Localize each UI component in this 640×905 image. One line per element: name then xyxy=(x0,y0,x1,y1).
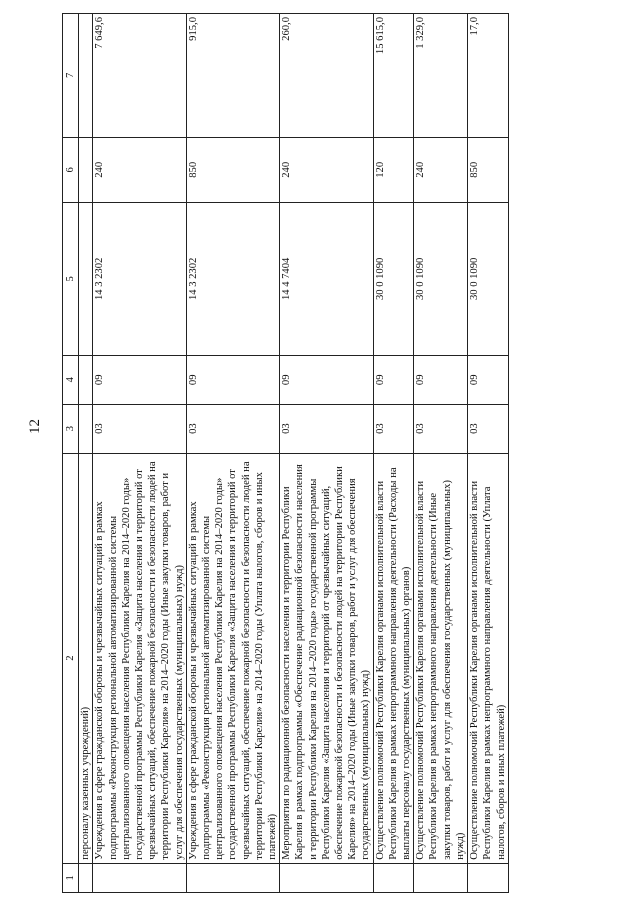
column-header-7: 7 xyxy=(63,14,79,138)
item-name-cell: Осуществление полномочий Республики Карелия органами исполнительной власти Республики Карелия в рамках непрограммного направления деятельности (Расходы на выплаты персоналу государственных (муниципальных) органов) xyxy=(373,453,414,863)
subsection-code-cell: 09 xyxy=(186,355,279,404)
row-number-cell xyxy=(414,863,468,892)
target-article-cell: 14 3 2302 xyxy=(186,202,279,355)
row-number-cell xyxy=(93,863,186,892)
section-code-cell: 03 xyxy=(373,404,414,453)
page-number: 12 xyxy=(27,419,43,434)
target-article-cell: 30 0 1090 xyxy=(373,202,414,355)
section-code-cell xyxy=(79,404,93,453)
section-code-cell: 03 xyxy=(414,404,468,453)
item-name-cell: персоналу казенных учреждений) xyxy=(79,453,93,863)
subsection-code-cell xyxy=(79,355,93,404)
section-code-cell: 03 xyxy=(93,404,186,453)
row-number-cell xyxy=(280,863,373,892)
subsection-code-cell: 09 xyxy=(468,355,509,404)
section-code-cell: 03 xyxy=(468,404,509,453)
subsection-code-cell: 09 xyxy=(373,355,414,404)
expense-type-cell: 240 xyxy=(414,137,468,202)
expense-type-cell: 850 xyxy=(468,137,509,202)
expense-type-cell: 240 xyxy=(93,137,186,202)
amount-cell: 260,0 xyxy=(280,14,373,138)
subsection-code-cell: 09 xyxy=(280,355,373,404)
expense-type-cell: 120 xyxy=(373,137,414,202)
budget-table xyxy=(62,13,509,893)
item-name-cell: Мероприятия по радиационной безопасности населения и территории Республики Карелия в рамках подпрограммы «Обеспечение радиационной безопасности населения и территории Республики Карелия на 2014–2020 годы» государственной программы Республики Карелия «Защита населения и территорий от чрезвычайных ситуаций, обеспечение пожарной безопасности и безопасности людей на территории Республики Карелия» на 2014–2020 годы (Иные закупки товаров, работ и услуг для обеспечения государственных (муниципальных) нужд) xyxy=(280,453,373,863)
header-row xyxy=(63,14,79,893)
item-name-cell: Осуществление полномочий Республики Карелия органами исполнительной власти Республики Карелия в рамках непрограммного направления деятельности (Уплата налогов, сборов и иных платежей) xyxy=(468,453,509,863)
rotated-page-content xyxy=(62,13,602,893)
item-name-cell: Учреждения в сфере гражданской обороны и чрезвычайных ситуаций в рамках подпрограммы «Реконструкция региональной автоматизированной системы централизованного оповещения населения Республики Карелия на 2014–2020 годы» государственной программы Республики Карелия «Защита населения и территорий от чрезвычайных ситуаций, обеспечение пожарной безопасности и безопасности людей на территории Республики Карелия» на 2014–2020 годы (Уплата налогов, сборов и иных платежей) xyxy=(186,453,279,863)
section-code-cell: 03 xyxy=(186,404,279,453)
item-name-cell: Осуществление полномочий Республики Карелия органами исполнительной власти Республики Карелия в рамках непрограммного направления деятельности (Иные закупки товаров, работ и услуг для обеспечения государственных (муниципальных) нужд) xyxy=(414,453,468,863)
column-header-2: 2 xyxy=(63,453,79,863)
target-article-cell: 14 3 2302 xyxy=(93,202,186,355)
target-article-cell: 30 0 1090 xyxy=(414,202,468,355)
row-number-cell xyxy=(79,863,93,892)
column-header-3: 3 xyxy=(63,404,79,453)
row-number-cell xyxy=(468,863,509,892)
expense-type-cell: 850 xyxy=(186,137,279,202)
amount-cell: 7 649,6 xyxy=(93,14,186,138)
expense-type-cell: 240 xyxy=(280,137,373,202)
table-row xyxy=(373,14,414,893)
amount-cell: 915,0 xyxy=(186,14,279,138)
column-header-1: 1 xyxy=(63,863,79,892)
column-header-5: 5 xyxy=(63,202,79,355)
amount-cell xyxy=(79,14,93,138)
table-row xyxy=(280,14,373,893)
target-article-cell: 14 4 7404 xyxy=(280,202,373,355)
amount-cell: 17,0 xyxy=(468,14,509,138)
table-row xyxy=(186,14,279,893)
subsection-code-cell: 09 xyxy=(93,355,186,404)
subsection-code-cell: 09 xyxy=(414,355,468,404)
section-code-cell: 03 xyxy=(280,404,373,453)
amount-cell: 15 615,0 xyxy=(373,14,414,138)
item-name-cell: Учреждения в сфере гражданской обороны и чрезвычайных ситуаций в рамках подпрограммы «Реконструкция региональной автоматизированной системы централизованного оповещения населения Республики Карелия на 2014–2020 годы» государственной программы Республики Карелия «Защита населения и территорий от чрезвычайных ситуаций, обеспечение пожарной безопасности и безопасности людей на территории Республики Карелия» на 2014–2020 годы (Иные закупки товаров, работ и услуг для обеспечения государственных (муниципальных) нужд) xyxy=(93,453,186,863)
table-row xyxy=(79,14,93,893)
table-row xyxy=(468,14,509,893)
column-header-6: 6 xyxy=(63,137,79,202)
target-article-cell: 30 0 1090 xyxy=(468,202,509,355)
amount-cell: 1 329,0 xyxy=(414,14,468,138)
table-row xyxy=(414,14,468,893)
expense-type-cell xyxy=(79,137,93,202)
row-number-cell xyxy=(186,863,279,892)
row-number-cell xyxy=(373,863,414,892)
target-article-cell xyxy=(79,202,93,355)
table-row xyxy=(93,14,186,893)
column-header-4: 4 xyxy=(63,355,79,404)
